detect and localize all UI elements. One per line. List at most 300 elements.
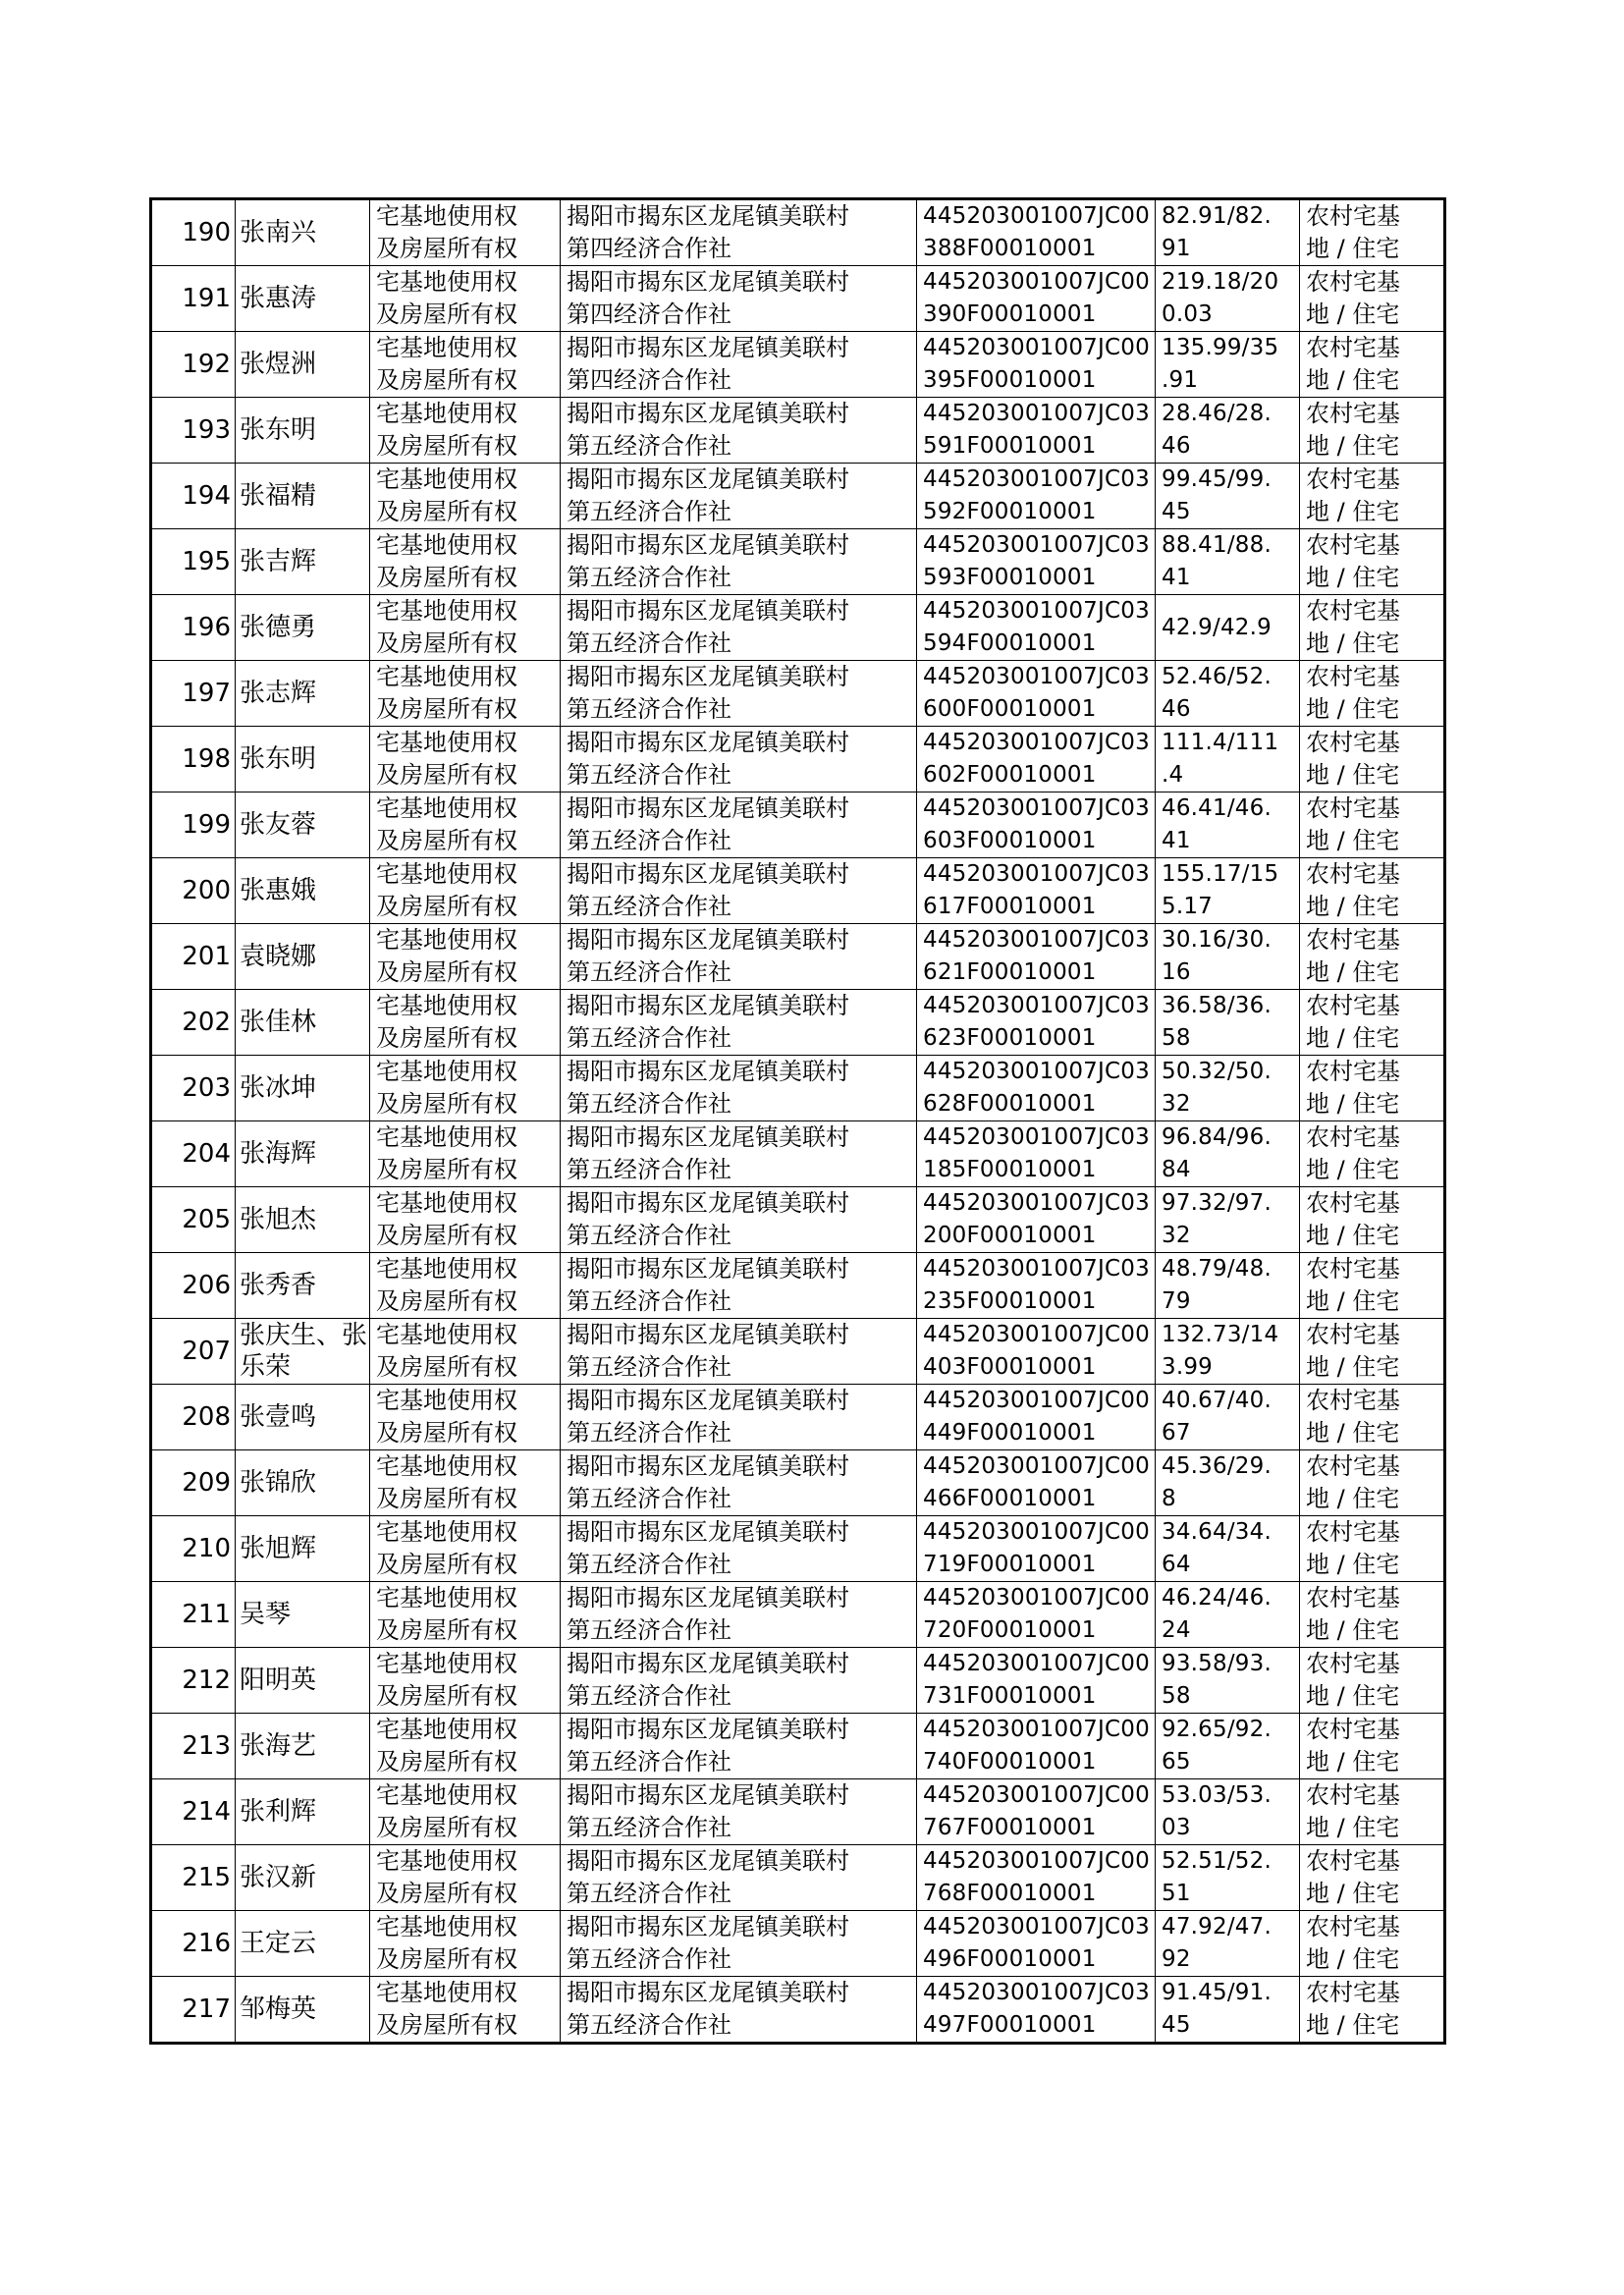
owner-name-cell: 张惠娥 (236, 858, 370, 924)
owner-name-cell: 阳明英 (236, 1648, 370, 1714)
property-id-cell-line: 445203001007JC03 (923, 861, 1150, 887)
right-type-cell-line: 宅基地使用权 (376, 1321, 517, 1348)
property-id-cell-line: 445203001007JC03 (923, 532, 1150, 558)
usage-cell (1300, 266, 1445, 332)
property-id-cell-line: 496F00010001 (923, 1946, 1097, 1972)
right-type-cell-line: 及房屋所有权 (376, 1024, 517, 1052)
table-row (151, 1714, 1445, 1779)
area-cell (1156, 1450, 1300, 1516)
row-number-cell: 207 (151, 1319, 236, 1385)
collective-org-cell-line: 第五经济合作社 (567, 498, 731, 525)
property-id-cell (917, 266, 1156, 332)
area-cell-line: 32 (1162, 1223, 1191, 1248)
collective-org-cell (561, 1714, 917, 1779)
area-cell-line: 03 (1162, 1815, 1191, 1840)
usage-cell-line: 农村宅基 (1306, 1584, 1400, 1612)
property-id-cell-line: 720F00010001 (923, 1617, 1097, 1643)
right-type-cell-line: 及房屋所有权 (376, 1748, 517, 1776)
usage-cell-line: 地 / 住宅 (1306, 1945, 1400, 1973)
property-id-cell-line: 445203001007JC03 (923, 730, 1150, 755)
area-cell-line: 40.67/40. (1162, 1388, 1272, 1413)
right-type-cell-line: 宅基地使用权 (376, 1189, 517, 1217)
collective-org-cell-line: 揭阳市揭东区龙尾镇美联村 (567, 992, 849, 1019)
row-number-cell: 200 (151, 858, 236, 924)
collective-org-cell (561, 464, 917, 529)
right-type-cell (370, 990, 561, 1056)
table-row (151, 1516, 1445, 1582)
owner-name-cell: 张汉新 (236, 1845, 370, 1911)
table-row (151, 1319, 1445, 1385)
collective-org-cell-line: 第五经济合作社 (567, 893, 731, 920)
usage-cell (1300, 1187, 1445, 1253)
right-type-cell-line: 及房屋所有权 (376, 1485, 517, 1512)
property-id-cell-line: 200F00010001 (923, 1223, 1097, 1248)
usage-cell (1300, 858, 1445, 924)
row-number-cell: 194 (151, 464, 236, 529)
collective-org-cell-line: 第四经济合作社 (567, 366, 731, 394)
usage-cell (1300, 1714, 1445, 1779)
collective-org-cell-line: 揭阳市揭东区龙尾镇美联村 (567, 1584, 849, 1612)
collective-org-cell-line: 揭阳市揭东区龙尾镇美联村 (567, 1913, 849, 1940)
usage-cell-line: 农村宅基 (1306, 992, 1400, 1019)
area-cell-line: 58 (1162, 1683, 1191, 1709)
area-cell (1156, 1911, 1300, 1977)
area-cell-line: 45 (1162, 499, 1191, 524)
area-cell (1156, 398, 1300, 464)
property-id-cell (917, 924, 1156, 990)
right-type-cell-line: 宅基地使用权 (376, 1979, 517, 2006)
usage-cell-line: 地 / 住宅 (1306, 432, 1400, 460)
usage-cell-line: 农村宅基 (1306, 1979, 1400, 2006)
right-type-cell (370, 1187, 561, 1253)
area-cell-line: 24 (1162, 1617, 1191, 1643)
owner-name-cell: 张庆生、张乐荣 (236, 1319, 370, 1385)
right-type-cell-line: 宅基地使用权 (376, 1847, 517, 1875)
owner-name-cell: 张佳林 (236, 990, 370, 1056)
right-type-cell-line: 宅基地使用权 (376, 1123, 517, 1151)
property-id-cell (917, 990, 1156, 1056)
area-cell-line: 47.92/47. (1162, 1914, 1272, 1940)
usage-cell-line: 农村宅基 (1306, 531, 1400, 559)
right-type-cell-line: 宅基地使用权 (376, 1255, 517, 1283)
row-number-cell: 205 (151, 1187, 236, 1253)
usage-cell-line: 地 / 住宅 (1306, 893, 1400, 920)
area-cell-line: 5.17 (1162, 894, 1214, 919)
collective-org-cell-line: 揭阳市揭东区龙尾镇美联村 (567, 1321, 849, 1348)
right-type-cell-line: 及房屋所有权 (376, 564, 517, 591)
property-id-cell-line: 731F00010001 (923, 1683, 1097, 1709)
usage-cell (1300, 529, 1445, 595)
usage-cell-line: 地 / 住宅 (1306, 1616, 1400, 1644)
usage-cell (1300, 199, 1445, 266)
row-number-cell: 191 (151, 266, 236, 332)
table-row (151, 1779, 1445, 1845)
right-type-cell-line: 宅基地使用权 (376, 1518, 517, 1546)
right-type-cell (370, 199, 561, 266)
area-cell-line: 132.73/14 (1162, 1322, 1279, 1347)
usage-cell (1300, 727, 1445, 792)
property-id-cell-line: 593F00010001 (923, 565, 1097, 590)
usage-cell-line: 农村宅基 (1306, 1321, 1400, 1348)
usage-cell (1300, 792, 1445, 858)
collective-org-cell-line: 第五经济合作社 (567, 1682, 731, 1710)
right-type-cell-line: 及房屋所有权 (376, 498, 517, 525)
collective-org-cell (561, 1385, 917, 1450)
right-type-cell-line: 及房屋所有权 (376, 366, 517, 394)
property-id-cell (917, 727, 1156, 792)
usage-cell (1300, 398, 1445, 464)
right-type-cell-line: 宅基地使用权 (376, 1781, 517, 1809)
owner-name-cell: 张东明 (236, 398, 370, 464)
property-id-cell-line: 395F00010001 (923, 367, 1097, 393)
usage-cell-line: 农村宅基 (1306, 202, 1400, 230)
property-id-cell-line: 445203001007JC03 (923, 664, 1150, 689)
usage-cell (1300, 1779, 1445, 1845)
area-cell-line: 155.17/15 (1162, 861, 1279, 887)
area-cell-line: 84 (1162, 1157, 1191, 1182)
right-type-cell (370, 1450, 561, 1516)
table-row (151, 332, 1445, 398)
table-row (151, 199, 1445, 266)
usage-cell-line: 地 / 住宅 (1306, 1682, 1400, 1710)
area-cell-line: 3.99 (1162, 1354, 1214, 1380)
right-type-cell-line: 宅基地使用权 (376, 860, 517, 888)
right-type-cell (370, 1385, 561, 1450)
usage-cell (1300, 595, 1445, 661)
collective-org-cell (561, 529, 917, 595)
usage-cell-line: 农村宅基 (1306, 268, 1400, 296)
usage-cell-line: 农村宅基 (1306, 597, 1400, 625)
collective-org-cell (561, 199, 917, 266)
table-row (151, 1845, 1445, 1911)
area-cell (1156, 1779, 1300, 1845)
right-type-cell-line: 宅基地使用权 (376, 926, 517, 954)
area-cell (1156, 1582, 1300, 1648)
property-id-cell-line: 603F00010001 (923, 828, 1097, 853)
collective-org-cell-line: 第五经济合作社 (567, 1616, 731, 1644)
area-cell (1156, 1187, 1300, 1253)
collective-org-cell-line: 揭阳市揭东区龙尾镇美联村 (567, 1979, 849, 2006)
collective-org-cell (561, 1648, 917, 1714)
collective-org-cell-line: 第四经济合作社 (567, 301, 731, 328)
owner-name-cell: 张海艺 (236, 1714, 370, 1779)
area-cell-line: 45.36/29. (1162, 1453, 1272, 1479)
property-id-cell-line: 445203001007JC03 (923, 1059, 1150, 1084)
property-id-cell-line: 445203001007JC00 (923, 1848, 1150, 1874)
area-cell-line: 91 (1162, 236, 1191, 261)
area-cell-line: 0.03 (1162, 301, 1214, 327)
table-row (151, 990, 1445, 1056)
owner-name-cell: 吴琴 (236, 1582, 370, 1648)
collective-org-cell-line: 第五经济合作社 (567, 1222, 731, 1249)
registry-table (149, 197, 1446, 2045)
collective-org-cell-line: 揭阳市揭东区龙尾镇美联村 (567, 334, 849, 361)
usage-cell-line: 地 / 住宅 (1306, 695, 1400, 723)
owner-name-cell: 张壹鸣 (236, 1385, 370, 1450)
collective-org-cell-line: 揭阳市揭东区龙尾镇美联村 (567, 268, 849, 296)
row-number-cell: 201 (151, 924, 236, 990)
property-id-cell-line: 497F00010001 (923, 2012, 1097, 2038)
collective-org-cell-line: 揭阳市揭东区龙尾镇美联村 (567, 597, 849, 625)
right-type-cell-line: 及房屋所有权 (376, 1945, 517, 1973)
row-number-cell: 206 (151, 1253, 236, 1319)
collective-org-cell (561, 1187, 917, 1253)
area-cell-line: 52.51/52. (1162, 1848, 1272, 1874)
owner-name-cell: 张友蓉 (236, 792, 370, 858)
usage-cell-line: 农村宅基 (1306, 1123, 1400, 1151)
table-row (151, 924, 1445, 990)
collective-org-cell (561, 1516, 917, 1582)
right-type-cell (370, 266, 561, 332)
usage-cell (1300, 1121, 1445, 1187)
right-type-cell-line: 及房屋所有权 (376, 1551, 517, 1578)
usage-cell-line: 地 / 住宅 (1306, 1353, 1400, 1381)
collective-org-cell-line: 第五经济合作社 (567, 1090, 731, 1118)
collective-org-cell-line: 揭阳市揭东区龙尾镇美联村 (567, 400, 849, 427)
area-cell-line: 8 (1162, 1486, 1176, 1511)
property-id-cell (917, 1056, 1156, 1121)
collective-org-cell-line: 第五经济合作社 (567, 958, 731, 986)
collective-org-cell (561, 1121, 917, 1187)
property-id-cell-line: 185F00010001 (923, 1157, 1097, 1182)
area-cell-line: 41 (1162, 828, 1191, 853)
usage-cell-line: 农村宅基 (1306, 1387, 1400, 1414)
area-cell-line: 91.45/91. (1162, 1980, 1272, 2005)
right-type-cell-line: 宅基地使用权 (376, 1650, 517, 1677)
area-cell (1156, 464, 1300, 529)
area-cell-line: 99.45/99. (1162, 466, 1272, 492)
property-id-cell-line: 445203001007JC00 (923, 1519, 1150, 1545)
property-id-cell-line: 445203001007JC00 (923, 203, 1150, 229)
right-type-cell-line: 及房屋所有权 (376, 827, 517, 854)
property-id-cell-line: 449F00010001 (923, 1420, 1097, 1446)
property-id-cell-line: 719F00010001 (923, 1552, 1097, 1577)
usage-cell (1300, 1516, 1445, 1582)
property-id-cell (917, 1253, 1156, 1319)
usage-cell-line: 地 / 住宅 (1306, 1880, 1400, 1907)
collective-org-cell-line: 揭阳市揭东区龙尾镇美联村 (567, 860, 849, 888)
row-number-cell: 195 (151, 529, 236, 595)
row-number-cell: 212 (151, 1648, 236, 1714)
row-number-cell: 209 (151, 1450, 236, 1516)
usage-cell (1300, 464, 1445, 529)
property-id-cell (917, 1187, 1156, 1253)
collective-org-cell-line: 第五经济合作社 (567, 1551, 731, 1578)
area-cell-line: 16 (1162, 959, 1191, 985)
area-cell-line: 111.4/111 (1162, 730, 1279, 755)
property-id-cell (917, 1450, 1156, 1516)
table-row (151, 1911, 1445, 1977)
row-number-cell: 203 (151, 1056, 236, 1121)
right-type-cell (370, 1648, 561, 1714)
table-row (151, 1450, 1445, 1516)
row-number-cell: 197 (151, 661, 236, 727)
owner-name-cell: 张锦欣 (236, 1450, 370, 1516)
collective-org-cell-line: 揭阳市揭东区龙尾镇美联村 (567, 465, 849, 493)
area-cell-line: 50.32/50. (1162, 1059, 1272, 1084)
collective-org-cell-line: 第五经济合作社 (567, 564, 731, 591)
right-type-cell-line: 宅基地使用权 (376, 1913, 517, 1940)
collective-org-cell-line: 揭阳市揭东区龙尾镇美联村 (567, 1189, 849, 1217)
collective-org-cell-line: 第五经济合作社 (567, 1945, 731, 1973)
right-type-cell (370, 924, 561, 990)
usage-cell-line: 农村宅基 (1306, 860, 1400, 888)
collective-org-cell-line: 第五经济合作社 (567, 1287, 731, 1315)
property-id-cell-line: 445203001007JC00 (923, 1717, 1150, 1742)
collective-org-cell (561, 1319, 917, 1385)
area-cell (1156, 199, 1300, 266)
property-id-cell-line: 602F00010001 (923, 762, 1097, 788)
right-type-cell (370, 792, 561, 858)
area-cell-line: 28.46/28. (1162, 401, 1272, 426)
area-cell-line: 58 (1162, 1025, 1191, 1051)
area-cell-line: 52.46/52. (1162, 664, 1272, 689)
row-number-cell: 196 (151, 595, 236, 661)
property-id-cell (917, 464, 1156, 529)
row-number-cell: 202 (151, 990, 236, 1056)
collective-org-cell (561, 1845, 917, 1911)
property-id-cell-line: 445203001007JC03 (923, 1256, 1150, 1282)
usage-cell-line: 农村宅基 (1306, 334, 1400, 361)
collective-org-cell-line: 第五经济合作社 (567, 695, 731, 723)
area-cell-line: 34.64/34. (1162, 1519, 1272, 1545)
usage-cell (1300, 1385, 1445, 1450)
area-cell-line: 32 (1162, 1091, 1191, 1117)
owner-name-cell: 张吉辉 (236, 529, 370, 595)
area-cell-line: 219.18/20 (1162, 269, 1279, 295)
right-type-cell-line: 宅基地使用权 (376, 400, 517, 427)
collective-org-cell-line: 揭阳市揭东区龙尾镇美联村 (567, 1781, 849, 1809)
usage-cell-line: 农村宅基 (1306, 1650, 1400, 1677)
area-cell-line: .91 (1162, 367, 1199, 393)
right-type-cell-line: 宅基地使用权 (376, 597, 517, 625)
owner-name-cell: 张旭辉 (236, 1516, 370, 1582)
area-cell (1156, 529, 1300, 595)
property-id-cell-line: 592F00010001 (923, 499, 1097, 524)
usage-cell (1300, 990, 1445, 1056)
owner-name-cell: 张海辉 (236, 1121, 370, 1187)
area-cell-line: 46.24/46. (1162, 1585, 1272, 1611)
collective-org-cell (561, 595, 917, 661)
collective-org-cell-line: 第五经济合作社 (567, 2011, 731, 2039)
property-id-cell-line: 403F00010001 (923, 1354, 1097, 1380)
right-type-cell (370, 1056, 561, 1121)
usage-cell-line: 地 / 住宅 (1306, 1090, 1400, 1118)
area-cell-line: 30.16/30. (1162, 927, 1272, 953)
collective-org-cell (561, 266, 917, 332)
usage-cell (1300, 1648, 1445, 1714)
collective-org-cell-line: 揭阳市揭东区龙尾镇美联村 (567, 1255, 849, 1283)
right-type-cell-line: 宅基地使用权 (376, 465, 517, 493)
right-type-cell-line: 及房屋所有权 (376, 1353, 517, 1381)
property-id-cell-line: 445203001007JC03 (923, 1980, 1150, 2005)
property-id-cell (917, 1911, 1156, 1977)
right-type-cell (370, 1516, 561, 1582)
collective-org-cell-line: 揭阳市揭东区龙尾镇美联村 (567, 729, 849, 756)
right-type-cell-line: 及房屋所有权 (376, 1682, 517, 1710)
collective-org-cell-line: 第五经济合作社 (567, 1748, 731, 1776)
right-type-cell-line: 宅基地使用权 (376, 268, 517, 296)
right-type-cell-line: 及房屋所有权 (376, 301, 517, 328)
usage-cell (1300, 1582, 1445, 1648)
usage-cell (1300, 1253, 1445, 1319)
collective-org-cell-line: 第五经济合作社 (567, 629, 731, 657)
right-type-cell-line: 宅基地使用权 (376, 729, 517, 756)
right-type-cell-line: 及房屋所有权 (376, 893, 517, 920)
right-type-cell-line: 及房屋所有权 (376, 1814, 517, 1841)
table-row (151, 858, 1445, 924)
right-type-cell-line: 宅基地使用权 (376, 992, 517, 1019)
collective-org-cell-line: 揭阳市揭东区龙尾镇美联村 (567, 202, 849, 230)
right-type-cell (370, 529, 561, 595)
property-id-cell-line: 445203001007JC03 (923, 993, 1150, 1018)
collective-org-cell-line: 揭阳市揭东区龙尾镇美联村 (567, 1716, 849, 1743)
table-row (151, 1253, 1445, 1319)
property-id-cell (917, 1779, 1156, 1845)
property-id-cell-line: 445203001007JC03 (923, 795, 1150, 821)
usage-cell-line: 农村宅基 (1306, 1913, 1400, 1940)
area-cell (1156, 924, 1300, 990)
property-id-cell-line: 445203001007JC03 (923, 1124, 1150, 1150)
collective-org-cell-line: 揭阳市揭东区龙尾镇美联村 (567, 1847, 849, 1875)
right-type-cell-line: 宅基地使用权 (376, 531, 517, 559)
collective-org-cell-line: 第五经济合作社 (567, 1814, 731, 1841)
property-id-cell (917, 1121, 1156, 1187)
property-id-cell-line: 466F00010001 (923, 1486, 1097, 1511)
right-type-cell-line: 及房屋所有权 (376, 695, 517, 723)
property-id-cell-line: 768F00010001 (923, 1881, 1097, 1906)
collective-org-cell (561, 727, 917, 792)
collective-org-cell-line: 揭阳市揭东区龙尾镇美联村 (567, 1518, 849, 1546)
table-row (151, 1648, 1445, 1714)
right-type-cell-line: 及房屋所有权 (376, 432, 517, 460)
right-type-cell (370, 858, 561, 924)
area-cell-line: 88.41/88. (1162, 532, 1272, 558)
area-cell-line: 46.41/46. (1162, 795, 1272, 821)
row-number-cell: 198 (151, 727, 236, 792)
area-cell (1156, 1385, 1300, 1450)
right-type-cell (370, 1779, 561, 1845)
collective-org-cell-line: 第五经济合作社 (567, 1353, 731, 1381)
right-type-cell-line: 及房屋所有权 (376, 1616, 517, 1644)
usage-cell (1300, 1977, 1445, 2044)
area-cell (1156, 595, 1300, 661)
table-row (151, 595, 1445, 661)
right-type-cell-line: 宅基地使用权 (376, 202, 517, 230)
owner-name-cell: 张德勇 (236, 595, 370, 661)
area-cell-line: 93.58/93. (1162, 1651, 1272, 1676)
property-id-cell-line: 594F00010001 (923, 630, 1097, 656)
area-cell (1156, 1253, 1300, 1319)
table-row (151, 398, 1445, 464)
owner-name-cell: 张冰坤 (236, 1056, 370, 1121)
area-cell-line: 46 (1162, 696, 1191, 722)
property-id-cell-line: 390F00010001 (923, 301, 1097, 327)
property-id-cell-line: 445203001007JC00 (923, 1782, 1150, 1808)
owner-name-cell: 袁晓娜 (236, 924, 370, 990)
area-cell-line: 92 (1162, 1946, 1191, 1972)
collective-org-cell (561, 1450, 917, 1516)
right-type-cell-line: 及房屋所有权 (376, 1090, 517, 1118)
property-id-cell-line: 445203001007JC00 (923, 1322, 1150, 1347)
property-id-cell (917, 1319, 1156, 1385)
usage-cell-line: 农村宅基 (1306, 1518, 1400, 1546)
area-cell (1156, 727, 1300, 792)
property-id-cell (917, 1516, 1156, 1582)
collective-org-cell (561, 1056, 917, 1121)
usage-cell-line: 地 / 住宅 (1306, 1814, 1400, 1841)
owner-name-cell: 张志辉 (236, 661, 370, 727)
